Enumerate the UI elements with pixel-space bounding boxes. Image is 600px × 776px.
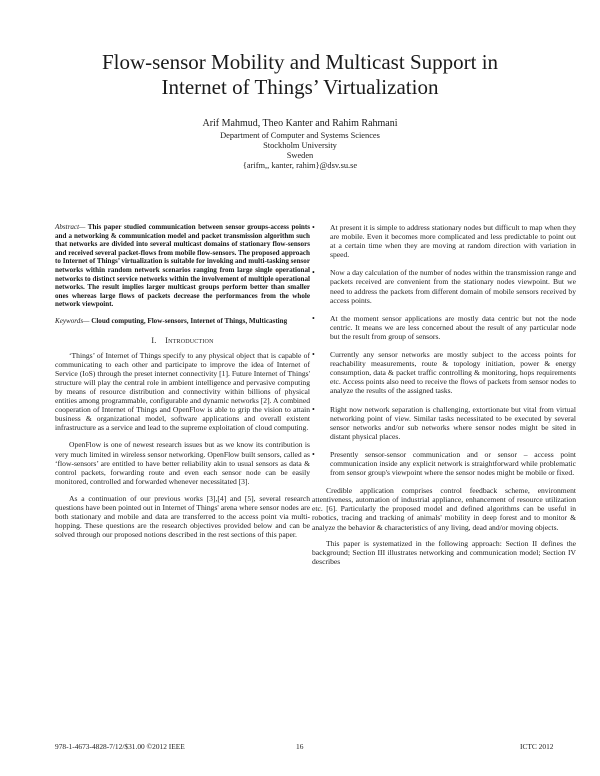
list-item-text: At the moment sensor applications are mostly data centric but not the node centric. It means we are less concerned about the result of any particular node but the result from group of sensors. bbox=[330, 313, 576, 341]
title-line-2: Internet of Things’ Virtualization bbox=[161, 75, 439, 99]
list-item-text: At present it is simple to address stationary nodes but difficult to map when they are mobile. Even it becomes more complicated and less predictable to point out at a certain time when they are moving at random direction with variation in speed. bbox=[330, 223, 576, 260]
bullet-icon: • bbox=[312, 404, 315, 414]
section-number: I. bbox=[151, 335, 157, 345]
intro-paragraph-1: ‘Things’ of Internet of Things specify to any physical object that is capable of communicating to each other and participate to improve the idea of Internet of Service (IoS) through the preset internet connectivity [1]. Future Internet of Things' structure will play the central role in ambient intelligence and pervasive computing by means of resource distribution and connectivity within billions of physical entities among programmable, configurable and dynamic networks [2]. A combined cooperation of Internet of Things and OpenFlow is able to grip the vision to attain business & organizational model, software applications and overall existent infrastructure as a service and lead to the supreme exploitation of cloud computing. bbox=[55, 350, 310, 433]
list-item bbox=[312, 314, 576, 341]
footer-conference: ICTC 2012 bbox=[520, 742, 554, 751]
research-questions-list bbox=[312, 223, 576, 477]
right-column bbox=[312, 223, 576, 573]
affiliation-country: Sweden bbox=[286, 150, 314, 160]
bullet-icon: • bbox=[312, 223, 315, 232]
abstract-lead: Abstract— bbox=[55, 223, 86, 231]
affiliation-department: Department of Computer and Systems Sciences bbox=[220, 131, 380, 140]
section-heading-introduction bbox=[55, 336, 310, 345]
footer-copyright: 978-1-4673-4828-7/12/$31.00 ©2012 IEEE bbox=[55, 742, 185, 751]
bullet-icon: • bbox=[312, 449, 315, 459]
list-item bbox=[312, 350, 576, 395]
title-line-1: Flow-sensor Mobility and Multicast Support in bbox=[101, 50, 499, 74]
list-item-text: Presently sensor-sensor communication and or sensor – access point communication inside any explicit network is straightforward while problematic from sensor group's viewpoint where the sensor nodes might be mobile or fixed. bbox=[330, 449, 576, 478]
abstract-text: This paper studied communication between sensor groups-access points and a networking & communication model and packet transmission algorithm such that networks are divided into several multicast domains of stationary flow-sensors and received several packet-flows from mobile flow-sensors. The proposed approach to Internet of Things’ virtualization is suitable for invoking and multi-tasking sensor networks within random network scenarios ranging from large single operational networks to distinct service networks within the involvement of multiple operational networks. The result implies larger multicast groups perform better than smaller ones whereas large flows of packets decrease the performances from the whole network viewpoint. bbox=[55, 223, 310, 309]
list-item-text: Now a day calculation of the number of nodes within the transmission range and packets received are convenient from the stationary nodes viewpoint. But we need to address the packets from different domain of mobile sensors received by access points. bbox=[330, 268, 576, 305]
bullet-icon: • bbox=[312, 313, 315, 323]
keywords-lead: Keywords— bbox=[55, 316, 90, 325]
abstract bbox=[55, 223, 310, 309]
applications-paragraph: Credible application comprises control feedback scheme, environment attentiveness, automation of industrial appliance, enhancement of resource utilization etc. [6]. Particularly the proposed model and defined algorithms can be useful in robotics, tracing and tracking of animals' mobility in deep forest and to monitor & analyze the behavior & characteristics of any living, dead and/or moving objects. bbox=[312, 486, 576, 532]
bullet-icon: • bbox=[312, 268, 315, 278]
list-item-text: Currently any sensor networks are mostly subject to the access points for reachability measurements, route & topology initiation, power & energy consumption, data & packet traffic controlling & monitoring, hops requirements etc. Access points also need to receive the flows of packets from sensor nodes to analyze the results of the assigned tasks. bbox=[330, 350, 576, 396]
list-item bbox=[312, 268, 576, 304]
list-item bbox=[312, 223, 576, 259]
list-item bbox=[312, 405, 576, 441]
footer-page-number: 16 bbox=[296, 742, 304, 751]
list-item-text: Right now network separation is challenging, extortionate but vital from virtual networking point of view. Similar tasks necessitated to be executed by several sensor networks and/or sub networks where sensor nodes might be sited in distant physical places. bbox=[330, 404, 576, 441]
section-title: Introduction bbox=[165, 335, 214, 345]
organization-paragraph: This paper is systematized in the following approach: Section II defines the background; Section III illustrates networking and communication model; Section IV describes bbox=[312, 538, 576, 566]
left-column bbox=[55, 223, 310, 547]
affiliation-university: Stockholm University bbox=[263, 140, 337, 150]
intro-paragraph-3: As a continuation of our previous works [3],[4] and [5], several research questions have been pointed out in Internet of Things' arena where sensor nodes are both stationary and mobile and data are transferred to the access point via multi-hopping. These questions are the research objectives provided below and can be solved through our proposed notions described in the rest sections of this paper. bbox=[55, 493, 310, 540]
affiliation bbox=[100, 131, 500, 171]
keywords-text: Cloud computing, Flow-sensors, Internet of Things, Multicasting bbox=[89, 316, 288, 325]
bullet-icon: • bbox=[312, 350, 315, 360]
affiliation-emails: {arifm,, kanter, rahim}@dsv.su.se bbox=[242, 160, 358, 170]
list-item bbox=[312, 450, 576, 477]
keywords bbox=[55, 317, 310, 326]
authors: Arif Mahmud, Theo Kanter and Rahim Rahmani bbox=[202, 118, 398, 129]
intro-paragraph-2: OpenFlow is one of newest research issues but as we know its contribution is very much limited in wireless sensor networking. OpenFlow built sensors, called as ‘flow-sensors’ are entitled to have better reliability akin to usual sensors as data & control packets, forwarding route and even each sensor node can be easily monitored, controlled and forwarded whenever necessitated [3]. bbox=[55, 440, 310, 486]
paper-title bbox=[40, 50, 560, 100]
